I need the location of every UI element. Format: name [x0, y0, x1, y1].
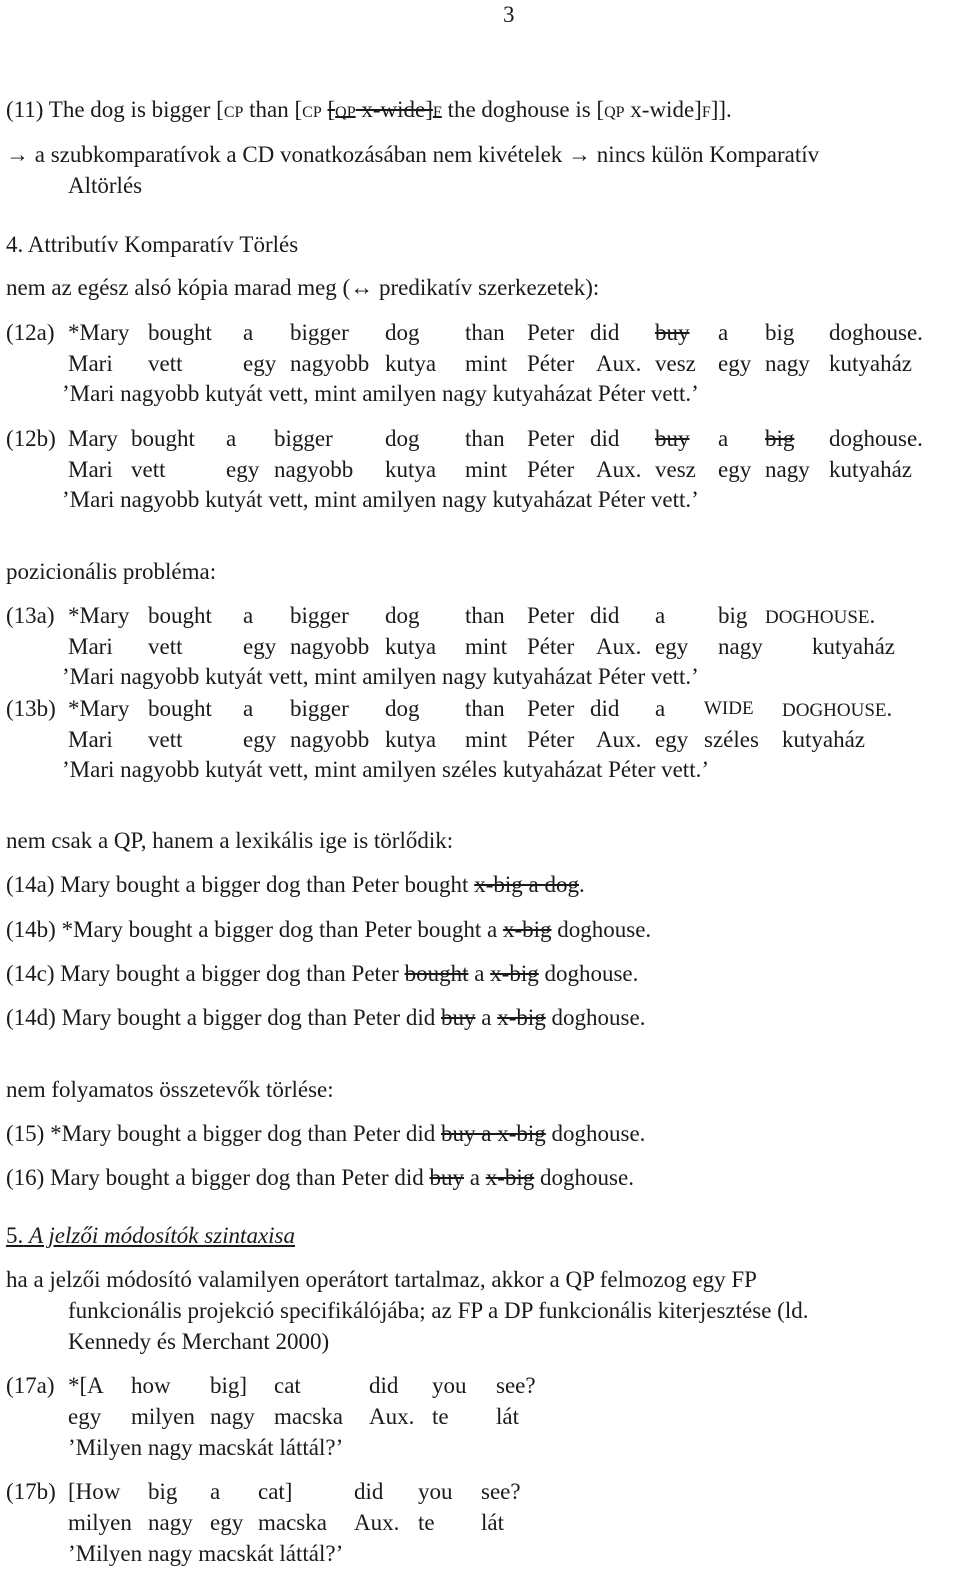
- ex13b-gloss: széles: [704, 727, 759, 752]
- example-15: [6, 1121, 645, 1147]
- ex17b-translation: ’Milyen nagy macskát láttál?’: [68, 1541, 344, 1566]
- ex13a-gloss: vett: [148, 634, 183, 659]
- ex13b-gloss: Mari: [68, 727, 113, 752]
- ex12b-word: doghouse.: [829, 426, 923, 451]
- ex11-deleted-qp: x-wide]: [355, 97, 433, 122]
- arrow-remark: → a szubkomparatívok a CD vonatkozásában nem kivételek → nincs külön Komparatív: [6, 142, 820, 167]
- ex15-deleted: buy a x-big: [441, 1121, 546, 1146]
- ex12b-gloss: kutya: [385, 457, 437, 482]
- ex13a-word: a: [655, 603, 666, 628]
- ex12a-gloss: kutya: [385, 351, 437, 376]
- ex12a-word: *Mary: [68, 320, 130, 345]
- section-5-title: A jelzői módosítók szintaxisa: [29, 1223, 295, 1248]
- ex13a-gloss: egy: [243, 634, 277, 659]
- section-5-heading: [6, 1223, 295, 1249]
- ex14a-deleted: x-big a dog: [474, 872, 579, 897]
- ex12a-gloss: kutyaház: [829, 351, 913, 376]
- ex14d-deleted: x-big: [497, 1005, 546, 1030]
- example-14b: [6, 917, 651, 943]
- ex13a-word: Peter: [527, 603, 575, 628]
- page-number: 3: [503, 2, 515, 27]
- ex12a-translation: ’Mari nagyobb kutyát vett, mint amilyen nagy kutyaházat Péter vett.’: [62, 381, 699, 406]
- ex12b-gloss: kutyaház: [829, 457, 913, 482]
- ex14c-text: doghouse.: [538, 961, 639, 986]
- ex13a-gloss: kutyaház: [812, 634, 896, 659]
- ex11-text: x-wide]: [624, 97, 702, 122]
- ex13a-word: dog: [385, 603, 420, 628]
- ex13b-gloss: Aux.: [596, 727, 642, 752]
- ex12a-gloss: vesz: [655, 351, 696, 376]
- ex17b-gloss: egy: [210, 1510, 244, 1535]
- ex12b-deleted-word: big: [765, 426, 795, 451]
- ex17a-gloss: lát: [496, 1404, 519, 1429]
- ex17b-word: see?: [481, 1479, 521, 1504]
- ex17a-gloss: nagy: [210, 1404, 255, 1429]
- ex12a-word: a: [243, 320, 254, 345]
- ex11-deleted: [328, 97, 442, 122]
- ex11-text: (11) The dog is bigger [: [6, 97, 224, 122]
- ex17b-gloss: nagy: [148, 1510, 193, 1535]
- ex13b-gloss: mint: [465, 727, 508, 752]
- ex12a-word: than: [465, 320, 505, 345]
- ex13a-gloss: mint: [465, 634, 508, 659]
- ex13b-word: a: [243, 696, 254, 721]
- ex12b-gloss: nagy: [765, 457, 810, 482]
- ex13a-focus-word: [765, 603, 875, 631]
- ex17b-word: big: [148, 1479, 178, 1504]
- ex12b-word: dog: [385, 426, 420, 451]
- ex12b-gloss: Aux.: [596, 457, 642, 482]
- ex16-text: doghouse.: [534, 1165, 634, 1190]
- ex15-text: (15) *Mary bought a bigger dog than Peter did: [6, 1121, 441, 1146]
- ex12a-gloss: nagyobb: [290, 351, 370, 376]
- ex13a-word: than: [465, 603, 505, 628]
- ex17a-gloss: egy: [68, 1404, 102, 1429]
- ex17b-gloss: Aux.: [354, 1510, 400, 1535]
- ex12b-gloss: mint: [465, 457, 508, 482]
- ex17b-gloss: lát: [481, 1510, 504, 1535]
- ex12a-deleted-word: buy: [655, 320, 690, 345]
- ex13a-gloss: Péter: [527, 634, 575, 659]
- ex14c-text: a: [468, 961, 491, 986]
- example-14c: [6, 961, 638, 987]
- ex12b-word: a: [718, 426, 729, 451]
- ex12a-word: did: [590, 320, 620, 345]
- ex17b-gloss: te: [418, 1510, 435, 1535]
- ex13a-word: did: [590, 603, 620, 628]
- ex11-qp-label: QP: [604, 104, 625, 121]
- ex13a-smallcaps: DOGHOUSE: [765, 607, 870, 628]
- ex13b-word: Peter: [527, 696, 575, 721]
- ex11-f-label: F: [432, 104, 442, 121]
- paragraph-line: funkcionális projekció specifikálójába; az FP a DP funkcionális kiterjesztése (ld.: [68, 1298, 809, 1323]
- ex13a-translation: ’Mari nagyobb kutyát vett, mint amilyen nagy kutyaházat Péter vett.’: [62, 664, 699, 689]
- example-14d: [6, 1005, 645, 1031]
- ex12b-word: did: [590, 426, 620, 451]
- section-4-heading: 4. Attributív Komparatív Törlés: [6, 232, 299, 257]
- ex17b-gloss: macska: [258, 1510, 327, 1535]
- ex14c-text: (14c) Mary bought a bigger dog than Peter: [6, 961, 405, 986]
- ex12b-translation: ’Mari nagyobb kutyát vett, mint amilyen nagy kutyaházat Péter vett.’: [62, 487, 699, 512]
- ex12a-word: doghouse.: [829, 320, 923, 345]
- qp-lexical-remark: nem csak a QP, hanem a lexikális ige is törlődik:: [6, 828, 454, 853]
- ex11-f-label: F: [701, 104, 711, 121]
- ex13b-gloss: egy: [243, 727, 277, 752]
- ex12b-gloss: Mari: [68, 457, 113, 482]
- noncontinuous-remark: nem folyamatos összetevők törlése:: [6, 1077, 334, 1102]
- ex17a-word: you: [432, 1373, 467, 1398]
- ex14a-text: (14a) Mary bought a bigger dog than Peter bought: [6, 872, 475, 897]
- ex13a-period: .: [869, 603, 876, 628]
- ex12b-word: bought: [131, 426, 195, 451]
- ex12a-gloss: Mari: [68, 351, 113, 376]
- ex13b-label: (13b): [6, 696, 56, 721]
- paragraph-line: Kennedy és Merchant 2000): [68, 1329, 330, 1354]
- ex13b-translation: ’Mari nagyobb kutyát vett, mint amilyen széles kutyaházat Péter vett.’: [62, 757, 709, 782]
- ex12b-word: a: [226, 426, 237, 451]
- ex14d-text: (14d) Mary bought a bigger dog than Peter did: [6, 1005, 441, 1030]
- ex13b-period: .: [886, 696, 893, 721]
- ex17a-translation: ’Milyen nagy macskát láttál?’: [68, 1435, 344, 1460]
- ex14c-deleted: x-big: [490, 961, 539, 986]
- ex13b-word: than: [465, 696, 505, 721]
- ex11-qp-label: QP: [335, 104, 356, 121]
- ex17b-label: (17b): [6, 1479, 56, 1504]
- ex12a-gloss: vett: [148, 351, 183, 376]
- ex12b-gloss: egy: [718, 457, 752, 482]
- ex17a-gloss: te: [432, 1404, 449, 1429]
- ex12b-label: (12b): [6, 426, 56, 451]
- ex13b-gloss: kutya: [385, 727, 437, 752]
- ex17a-gloss: Aux.: [369, 1404, 415, 1429]
- ex12a-gloss: mint: [465, 351, 508, 376]
- ex13a-gloss: nagy: [718, 634, 763, 659]
- ex17b-word: you: [418, 1479, 453, 1504]
- ex17b-word: a: [210, 1479, 221, 1504]
- ex13a-word: bought: [148, 603, 212, 628]
- ex15-text: doghouse.: [545, 1121, 646, 1146]
- ex13b-gloss: Péter: [527, 727, 575, 752]
- ex14d-text: doghouse.: [545, 1005, 646, 1030]
- ex11-cp-label: CP: [302, 104, 322, 121]
- ex13b-gloss: kutyaház: [782, 727, 866, 752]
- ex12a-label: (12a): [6, 320, 55, 345]
- ex13a-word: *Mary: [68, 603, 130, 628]
- ex12b-word: Mary: [68, 426, 118, 451]
- ex12a-word: a: [718, 320, 729, 345]
- ex17b-word: cat]: [258, 1479, 293, 1504]
- ex11-text: the doghouse is [: [441, 97, 605, 122]
- ex11-deleted-bracket: [: [327, 97, 336, 122]
- ex12a-word: bigger: [290, 320, 349, 345]
- ex13a-gloss: nagyobb: [290, 634, 370, 659]
- section-4-intro: nem az egész alsó kópia marad meg (↔ predikatív szerkezetek):: [6, 275, 600, 300]
- example-16: [6, 1165, 634, 1191]
- positional-problem: pozicionális probléma:: [6, 559, 217, 584]
- ex16-deleted: x-big: [485, 1165, 535, 1190]
- ex13b-word: a: [655, 696, 666, 721]
- ex12b-gloss: nagyobb: [274, 457, 354, 482]
- ex14b-text: doghouse.: [551, 917, 652, 942]
- ex17a-word: big]: [210, 1373, 248, 1398]
- ex12b-gloss: egy: [226, 457, 260, 482]
- ex12a-gloss: Aux.: [596, 351, 642, 376]
- ex12a-word: dog: [385, 320, 420, 345]
- ex16-text: (16) Mary bought a bigger dog than Peter did: [6, 1165, 430, 1190]
- ex17a-word: did: [369, 1373, 399, 1398]
- ex17b-word: [How: [68, 1479, 121, 1504]
- ex14c-deleted: bought: [404, 961, 469, 986]
- ex14d-text: a: [475, 1005, 498, 1030]
- section-5-number: 5.: [6, 1223, 24, 1248]
- ex13b-word: did: [590, 696, 620, 721]
- ex13b-gloss: nagyobb: [290, 727, 370, 752]
- ex12b-word: Peter: [527, 426, 575, 451]
- ex11-cp-label: CP: [223, 104, 244, 121]
- ex12a-gloss: egy: [718, 351, 752, 376]
- ex17a-word: cat: [274, 1373, 301, 1398]
- ex13b-word: *Mary: [68, 696, 130, 721]
- arrow-remark-cont: Altörlés: [68, 173, 143, 198]
- ex14d-deleted: buy: [441, 1005, 476, 1030]
- ex12a-word: Peter: [527, 320, 575, 345]
- ex17a-gloss: milyen: [131, 1404, 195, 1429]
- ex13b-gloss: vett: [148, 727, 183, 752]
- ex13a-gloss: Mari: [68, 634, 113, 659]
- ex12b-word: bigger: [274, 426, 333, 451]
- ex17a-word: *[A: [68, 1373, 104, 1398]
- ex12b-gloss: vett: [131, 457, 166, 482]
- ex13b-word: bought: [148, 696, 212, 721]
- ex16-text: a: [464, 1165, 486, 1190]
- ex13a-gloss: egy: [655, 634, 689, 659]
- ex12b-gloss: Péter: [527, 457, 575, 482]
- ex14a-text: .: [578, 872, 585, 897]
- ex12b-gloss: vesz: [655, 457, 696, 482]
- ex13b-smallcaps: DOGHOUSE: [782, 700, 887, 721]
- ex17b-word: did: [354, 1479, 384, 1504]
- ex13a-gloss: Aux.: [596, 634, 642, 659]
- paragraph-line: ha a jelzői módosító valamilyen operátort tartalmaz, akkor a QP felmozog egy FP: [6, 1267, 757, 1292]
- ex13b-gloss: egy: [655, 727, 689, 752]
- ex12b-deleted-word: buy: [655, 426, 690, 451]
- example-11: [6, 97, 732, 126]
- ex14b-text: (14b) *Mary bought a bigger dog than Peter bought a: [6, 917, 503, 942]
- ex13a-gloss: kutya: [385, 634, 437, 659]
- ex13a-label: (13a): [6, 603, 55, 628]
- ex12a-word: big: [765, 320, 795, 345]
- example-14a: [6, 872, 585, 898]
- ex12b-word: than: [465, 426, 505, 451]
- ex13a-word: big: [718, 603, 748, 628]
- ex17a-word: how: [131, 1373, 171, 1398]
- ex12a-word: bought: [148, 320, 212, 345]
- ex13b-word: bigger: [290, 696, 349, 721]
- ex13a-word: bigger: [290, 603, 349, 628]
- ex11-text: than [: [243, 97, 303, 122]
- ex17b-gloss: milyen: [68, 1510, 132, 1535]
- ex12a-gloss: Péter: [527, 351, 575, 376]
- ex17a-label: (17a): [6, 1373, 55, 1398]
- ex13b-focus-word: WIDE: [704, 698, 754, 719]
- ex17a-word: see?: [496, 1373, 536, 1398]
- ex11-text: ]].: [710, 97, 732, 122]
- ex13b-focus-word: [782, 696, 892, 724]
- ex12a-gloss: egy: [243, 351, 277, 376]
- ex12a-gloss: nagy: [765, 351, 810, 376]
- ex17a-gloss: macska: [274, 1404, 343, 1429]
- ex14b-deleted: x-big: [502, 917, 552, 942]
- ex16-deleted: buy: [429, 1165, 464, 1190]
- ex13a-word: a: [243, 603, 254, 628]
- ex13b-word: dog: [385, 696, 420, 721]
